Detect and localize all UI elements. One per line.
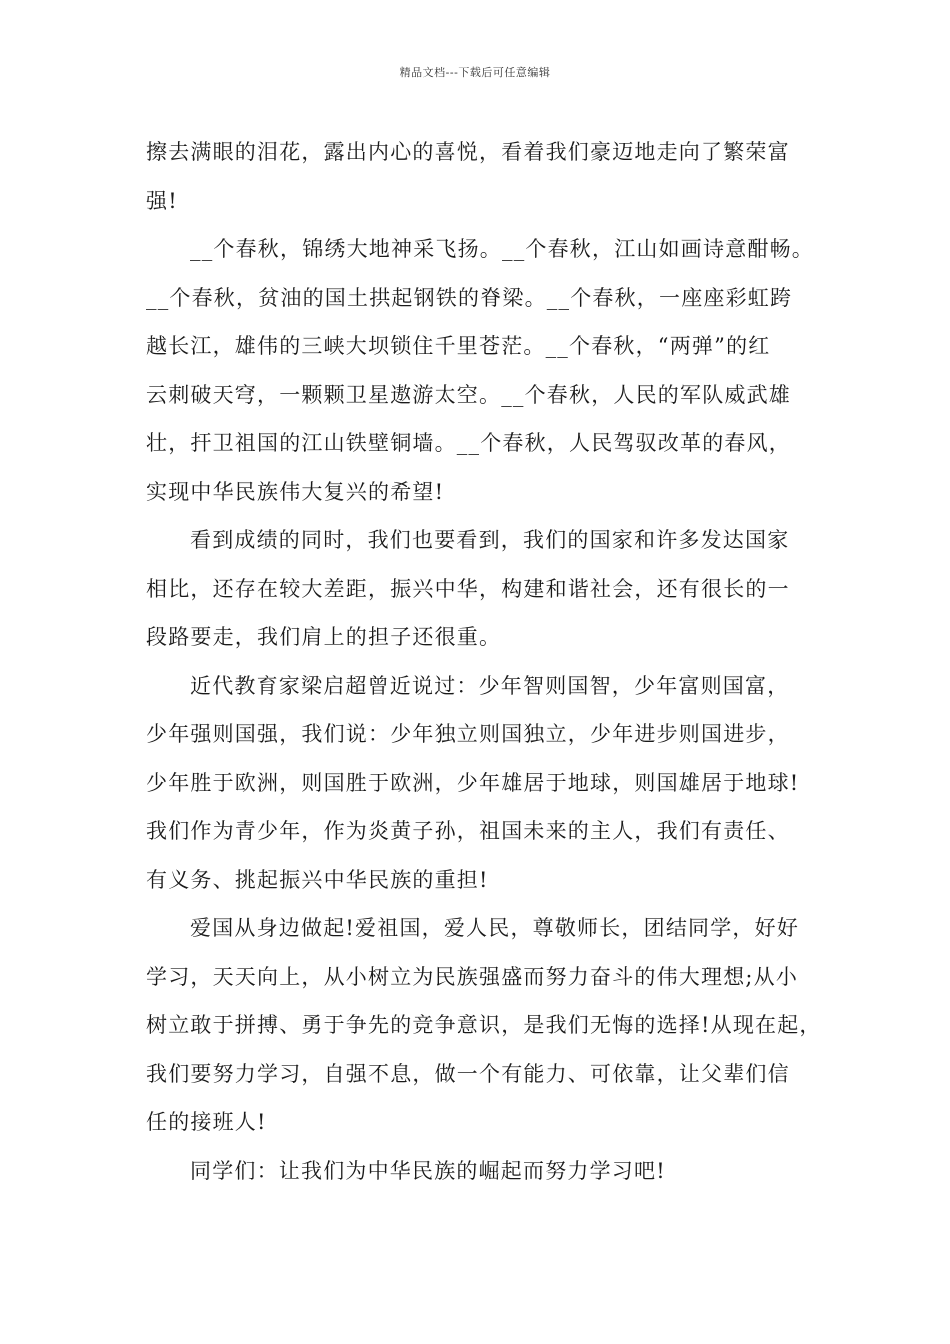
text-line: 我们作为青少年，作为炎黄子孙，祖国未来的主人，我们有责任、 [146, 819, 790, 843]
text-line: 相比，还存在较大差距，振兴中华，构建和谐社会，还有很长的一 [146, 576, 790, 601]
text-line: 树立敢于拼搏、勇于争先的竞争意识，是我们无悔的选择!从现在起， [146, 1013, 822, 1037]
text-line: 爱国从身边做起!爱祖国，爱人民，尊敬师长，团结同学，好好 [190, 916, 800, 940]
page-header: 精品文档---下载后可任意编辑 [399, 66, 551, 79]
text-line: 实现中华民族伟大复兴的希望! [146, 479, 445, 504]
text-line: 少年强则国强，我们说：少年独立则国独立，少年进步则国进步， [146, 722, 790, 746]
text-line: 同学们：让我们为中华民族的崛起而努力学习吧! [190, 1158, 666, 1183]
text-line: 学习，天天向上，从小树立为民族强盛而努力奋斗的伟大理想;从小 [146, 964, 799, 989]
text-line: 有义务、挑起振兴中华民族的重担! [146, 867, 489, 892]
text-line: 我们要努力学习，自强不息，做一个有能力、可依靠，让父辈们信 [146, 1061, 790, 1086]
text-line: __个春秋，锦绣大地神采飞扬。__个春秋，江山如画诗意酣畅。 [190, 237, 814, 261]
text-line: 近代教育家梁启超曾近说过：少年智则国智，少年富则国富， [190, 673, 790, 698]
text-line: 云刺破天穹，一颗颗卫星遨游太空。__个春秋，人民的军队威武雄 [146, 382, 791, 407]
text-line: 擦去满眼的泪花，露出内心的喜悦，看着我们豪迈地走向了繁荣富 [146, 140, 790, 164]
text-line: 强! [146, 188, 178, 213]
text-line: 少年胜于欧洲，则国胜于欧洲，少年雄居于地球，则国雄居于地球! [146, 770, 800, 795]
text-line: 段路要走，我们肩上的担子还很重。 [146, 625, 502, 649]
text-line: 越长江，雄伟的三峡大坝锁住千里苍茫。__个春秋，“两弹”的红 [146, 334, 771, 358]
text-line: 任的接班人! [146, 1110, 267, 1134]
text-line: 看到成绩的同时，我们也要看到，我们的国家和许多发达国家 [190, 528, 790, 552]
document-body [146, 128, 826, 1195]
text-line: 壮，扞卫祖国的江山铁壁铜墙。__个春秋，人民驾驭改革的春风， [146, 431, 791, 455]
text-line: __个春秋，贫油的国土拱起钢铁的脊梁。__个春秋，一座座彩虹跨 [146, 285, 793, 310]
